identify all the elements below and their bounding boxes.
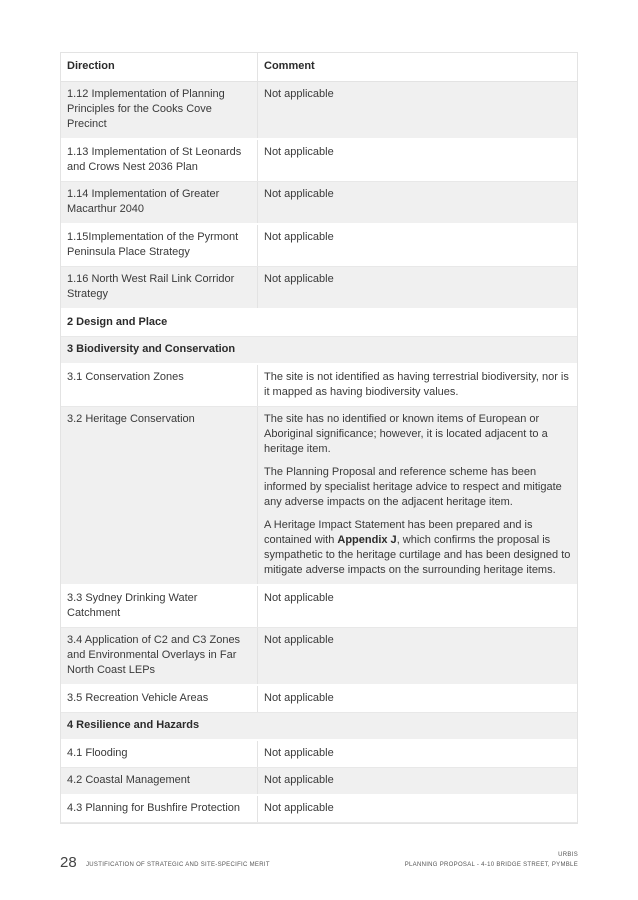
table-row (61, 182, 577, 225)
comment-text: A Heritage Impact Statement has been prepared and is contained with (264, 519, 533, 546)
section-heading: 4 Resilience and Hazards (67, 719, 200, 731)
direction-cell: 1.12 Implementation of Planning Principles for the Cooks Cove Precinct (61, 82, 258, 138)
appendix-reference: Appendix J (337, 534, 397, 546)
direction-cell: 1.14 Implementation of Greater Macarthur 2040 (61, 182, 258, 223)
comment-paragraph: The site has no identified or known items of European or Aboriginal significance; however, it is located adjacent to a heritage item. (264, 413, 548, 455)
page-footer (60, 848, 578, 872)
direction-cell: 3.2 Heritage Conservation (61, 407, 258, 584)
direction-cell: 3.1 Conservation Zones (61, 365, 258, 406)
brand-name: URBIS (558, 852, 578, 858)
comment-cell: Not applicable (264, 634, 334, 646)
comment-cell: Not applicable (264, 146, 334, 158)
section-title: JUSTIFICATION OF STRATEGIC AND SITE-SPECIFIC MERIT (86, 862, 270, 868)
direction-cell: 1.16 North West Rail Link Corridor Strategy (61, 267, 258, 308)
table-row (61, 686, 577, 713)
comment-cell: Not applicable (264, 273, 334, 285)
direction-cell: 3.5 Recreation Vehicle Areas (61, 686, 258, 712)
table-row (61, 365, 577, 407)
comment-cell: Not applicable (264, 188, 334, 200)
direction-cell: 4.1 Flooding (61, 741, 258, 767)
comment-cell: Not applicable (264, 88, 334, 100)
section-row (61, 713, 577, 741)
direction-cell: 4.3 Planning for Bushfire Protection (61, 796, 258, 822)
table-row (61, 628, 577, 686)
direction-cell: 3.4 Application of C2 and C3 Zones and Environmental Overlays in Far North Coast LEPs (61, 628, 258, 684)
comment-cell: Not applicable (264, 231, 334, 243)
comment-cell (258, 407, 577, 584)
document-title: PLANNING PROPOSAL - 4-10 BRIDGE STREET, PYMBLE (404, 862, 578, 868)
table-row (61, 140, 577, 182)
direction-cell: 1.15Implementation of the Pyrmont Peninsula Place Strategy (61, 225, 258, 266)
section-row (61, 310, 577, 337)
table-row (61, 407, 577, 586)
table-row (61, 741, 577, 768)
column-header-comment: Comment (264, 60, 315, 72)
table-row (61, 586, 577, 628)
comment-cell: Not applicable (264, 747, 334, 759)
direction-cell: 1.13 Implementation of St Leonards and Crows Nest 2036 Plan (61, 140, 258, 181)
column-header-direction: Direction (61, 53, 258, 81)
table-row (61, 768, 577, 796)
table-row (61, 267, 577, 310)
comment-paragraph (264, 518, 571, 578)
comment-paragraph: The Planning Proposal and reference scheme has been informed by specialist heritage advice to respect and mitigate any adverse impacts on the adjacent heritage item. (264, 466, 562, 508)
section-heading: 2 Design and Place (67, 316, 168, 328)
table-header-row (61, 53, 577, 82)
directions-table (60, 52, 578, 824)
section-heading: 3 Biodiversity and Conservation (67, 343, 236, 355)
table-row (61, 225, 577, 267)
page-number: 28 (60, 854, 77, 871)
table-row (61, 82, 577, 140)
direction-cell: 4.2 Coastal Management (61, 768, 258, 794)
table-row (61, 796, 577, 823)
comment-cell: The site is not identified as having terrestrial biodiversity, nor is it mapped as having biodiversity values. (264, 371, 569, 398)
direction-cell: 3.3 Sydney Drinking Water Catchment (61, 586, 258, 627)
comment-cell: Not applicable (264, 692, 334, 704)
comment-text: , which confirms the proposal is sympathetic to the heritage curtilage and has been designed to mitigate adverse impacts on the surrounding heritage items. (264, 534, 571, 576)
comment-cell: Not applicable (264, 774, 334, 786)
section-row (61, 337, 577, 365)
comment-cell: Not applicable (264, 592, 334, 604)
comment-cell: Not applicable (264, 802, 334, 814)
